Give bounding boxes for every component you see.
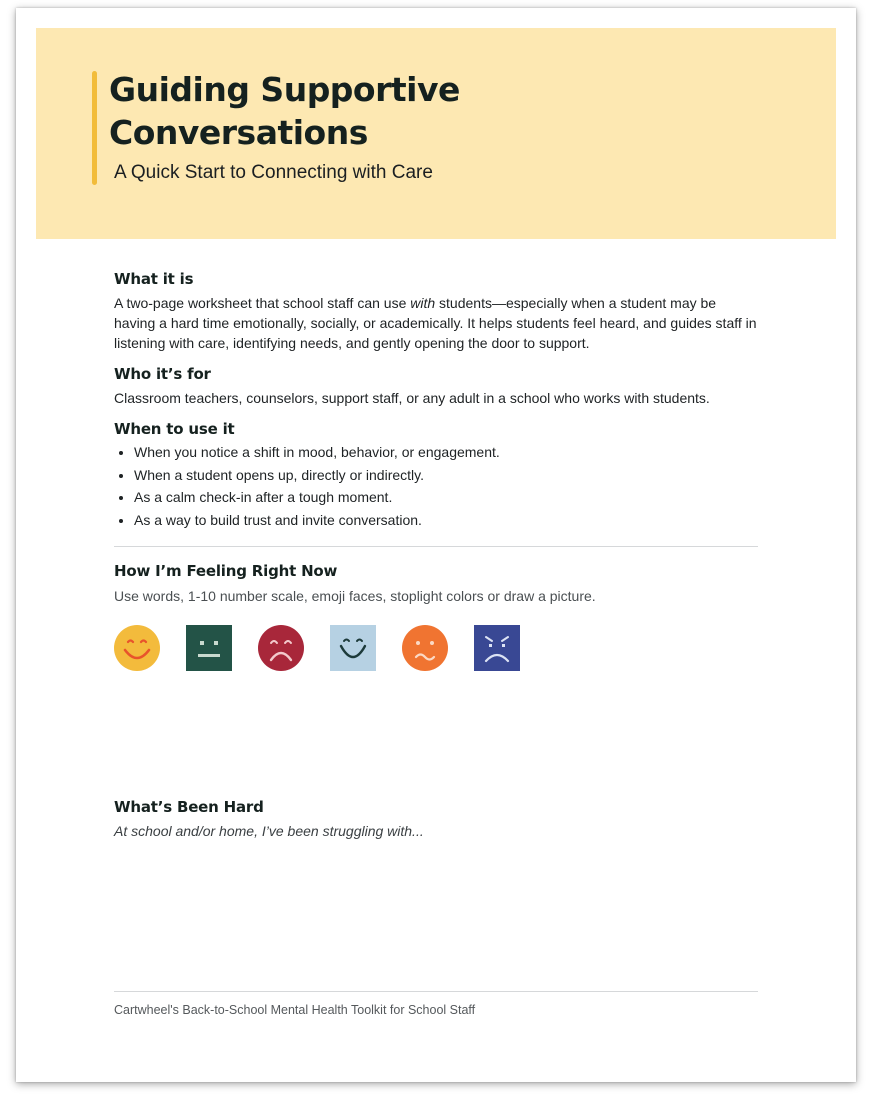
footer-text: Cartwheel's Back-to-School Mental Health Toolkit for School Staff [114, 1003, 476, 1017]
what-it-is-heading: What it is [114, 270, 194, 288]
footer-divider [114, 991, 758, 992]
title-line-2: Conversations [109, 113, 368, 152]
when-to-use-list [114, 441, 758, 531]
section-feeling [114, 562, 758, 606]
what-it-is-text: A two-page worksheet that school staff can use with students—especially when a student may be having a hard time emotionally, socially, or academically. It helps students feel heard, and guides staff in listening with care, identifying needs, and gently opening the door to support. [114, 295, 757, 351]
section-when-to-use [114, 420, 758, 531]
who-its-for-text: Classroom teachers, counselors, support staff, or any adult in a school who works with students. [114, 390, 710, 406]
section-whats-been-hard [114, 798, 758, 841]
whats-been-hard-heading: What’s Been Hard [114, 798, 264, 816]
title-line-1: Guiding Supportive [109, 70, 460, 109]
page-title [109, 68, 629, 154]
when-to-use-heading: When to use it [114, 420, 235, 438]
worried-face-icon[interactable] [402, 625, 448, 671]
happy-face-icon[interactable] [114, 625, 160, 671]
feeling-instructions: Use words, 1-10 number scale, emoji faces, stoplight colors or draw a picture. [114, 588, 596, 604]
list-item: • When a student opens up, directly or indirectly. [134, 464, 758, 487]
list-item: • As a way to build trust and invite conversation. [134, 509, 758, 532]
angry-face-icon[interactable] [474, 625, 520, 671]
worksheet-page [16, 8, 856, 1082]
section-divider [114, 546, 758, 547]
whats-been-hard-prompt: At school and/or home, I’ve been struggling with... [114, 823, 424, 839]
section-who-its-for [114, 365, 758, 408]
content-face-icon[interactable] [330, 625, 376, 671]
neutral-face-icon[interactable] [186, 625, 232, 671]
sad-face-icon[interactable] [258, 625, 304, 671]
title-accent-bar [92, 71, 97, 185]
list-item: • When you notice a shift in mood, behavior, or engagement. [134, 441, 758, 464]
who-its-for-heading: Who it’s for [114, 365, 211, 383]
page-subtitle: A Quick Start to Connecting with Care [114, 162, 433, 183]
feeling-heading: How I’m Feeling Right Now [114, 562, 338, 580]
list-item: • As a calm check-in after a tough moment. [134, 486, 758, 509]
section-what-it-is [114, 270, 758, 353]
